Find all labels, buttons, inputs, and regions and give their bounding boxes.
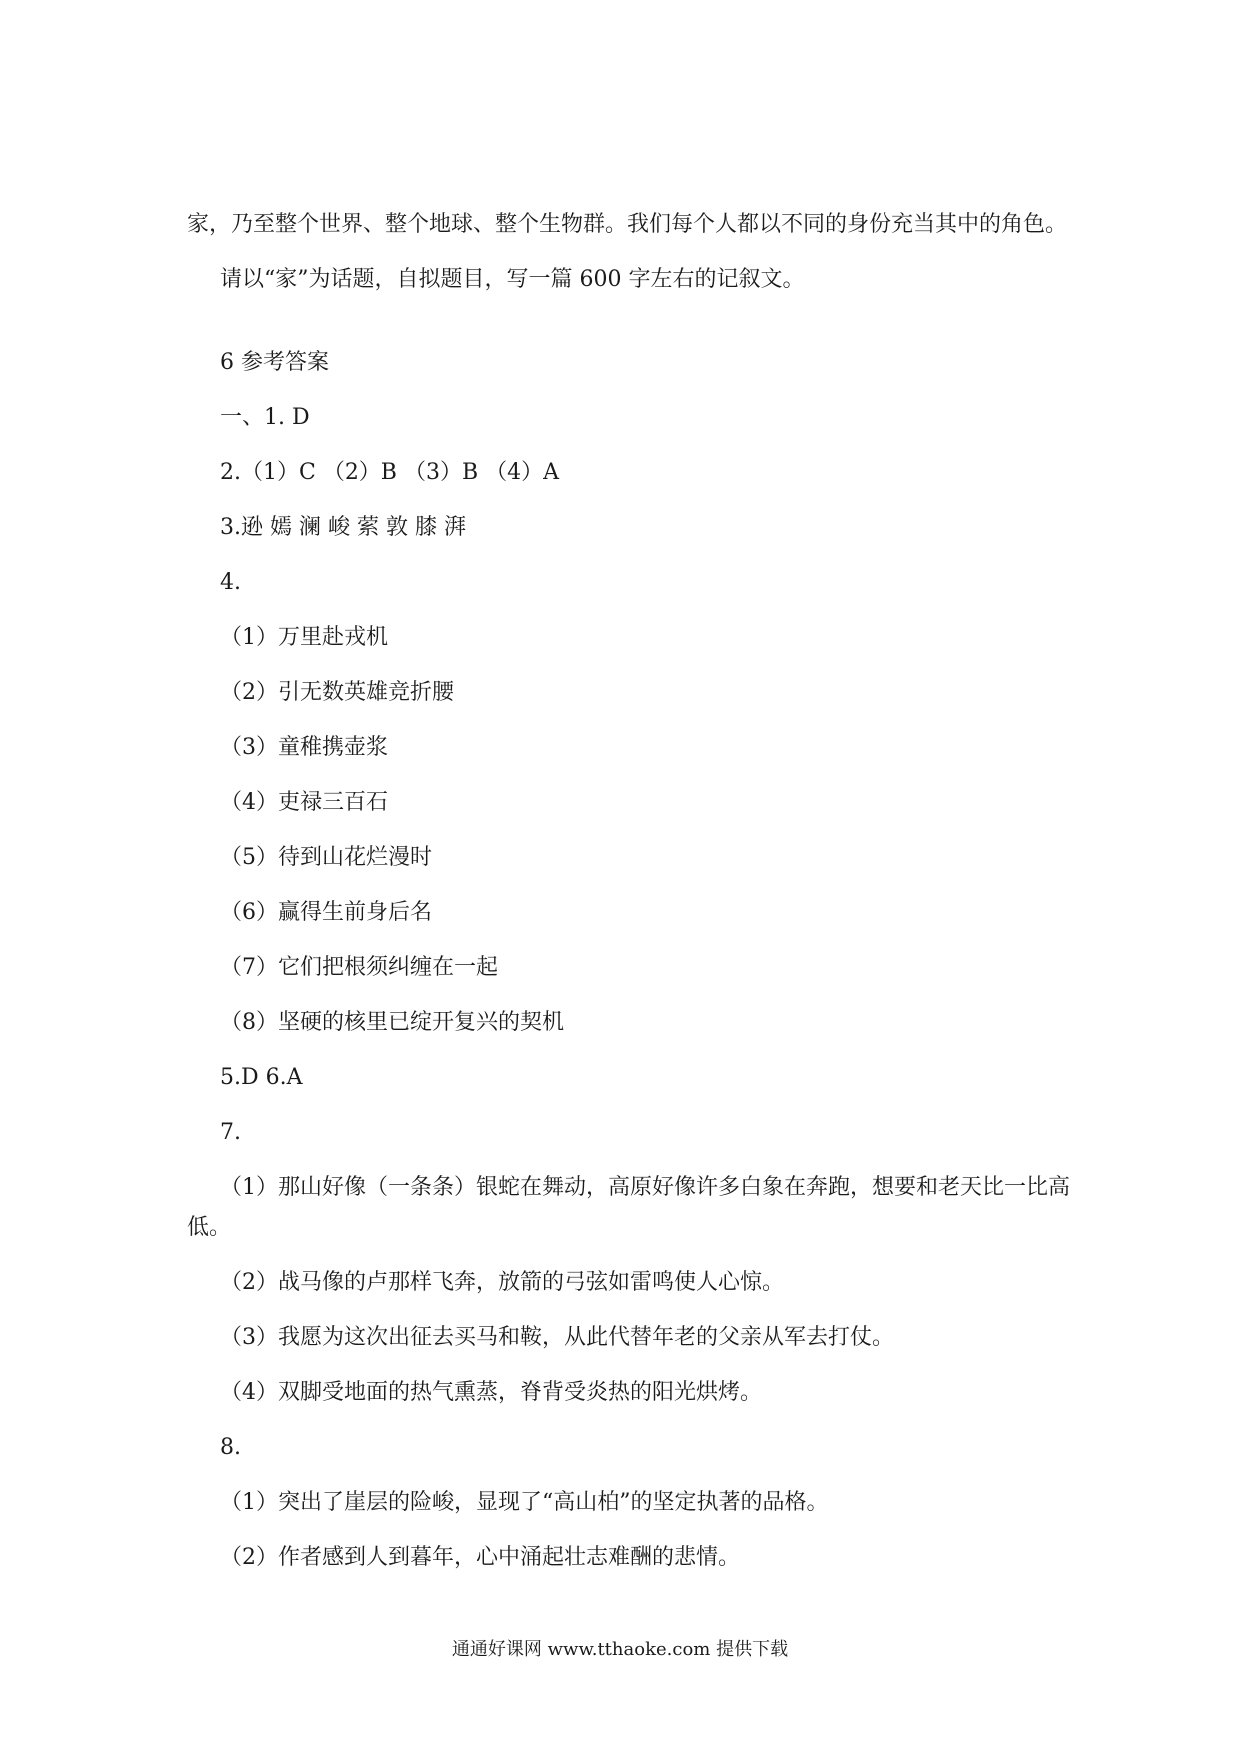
answer-4-item: （8）坚硬的核里已绽开复兴的契机 xyxy=(220,1010,564,1035)
answers-heading: 6 参考答案 xyxy=(220,350,329,375)
answer-4-item: （1）万里赴戎机 xyxy=(220,625,388,650)
answer-2: 2.（1）C （2）B （3）B （4）A xyxy=(220,460,560,485)
answer-4-item: （6）赢得生前身后名 xyxy=(220,900,432,925)
answer-7-item-3: （3）我愿为这次出征去买马和鞍，从此代替年老的父亲从军去打仗。 xyxy=(220,1325,894,1350)
answer-4-item: （3）童稚携壶浆 xyxy=(220,735,388,760)
answer-7-item-1-cont: 低。 xyxy=(187,1215,232,1240)
answer-7-item-4: （4）双脚受地面的热气熏蒸，脊背受炎热的阳光烘烤。 xyxy=(220,1380,762,1405)
answer-4-label: 4. xyxy=(220,570,241,595)
answer-8-label: 8. xyxy=(220,1435,241,1460)
answer-5-6: 5.D 6.A xyxy=(220,1065,303,1090)
answer-1: 一、1. D xyxy=(220,405,310,430)
answer-7-item-1: （1）那山好像（一条条）银蛇在舞动，高原好像许多白象在奔跑，想要和老天比一比高 xyxy=(220,1175,1070,1200)
answer-4-item: （4）吏禄三百石 xyxy=(220,790,388,815)
answer-4-item: （7）它们把根须纠缠在一起 xyxy=(220,955,498,980)
intro-line-1: 家，乃至整个世界、整个地球、整个生物群。我们每个人都以不同的身份充当其中的角色。 xyxy=(187,212,1068,237)
answer-4-item: （5）待到山花烂漫时 xyxy=(220,845,432,870)
answer-7-label: 7. xyxy=(220,1120,241,1145)
answer-3: 3.逊 嫣 澜 峻 萦 敦 膝 湃 xyxy=(220,515,466,540)
answer-4-item: （2）引无数英雄竞折腰 xyxy=(220,680,454,705)
answer-8-item-1: （1）突出了崖层的险峻，显现了“高山柏”的坚定执著的品格。 xyxy=(220,1490,829,1515)
page-footer: 通通好课网 www.tthaoke.com 提供下载 xyxy=(451,1639,789,1660)
answer-7-item-2: （2）战马像的卢那样飞奔，放箭的弓弦如雷鸣使人心惊。 xyxy=(220,1270,784,1295)
intro-prompt: 请以“家”为话题，自拟题目，写一篇 600 字左右的记叙文。 xyxy=(220,267,805,292)
answer-8-item-2: （2）作者感到人到暮年，心中涌起壮志难酬的悲情。 xyxy=(220,1545,740,1570)
